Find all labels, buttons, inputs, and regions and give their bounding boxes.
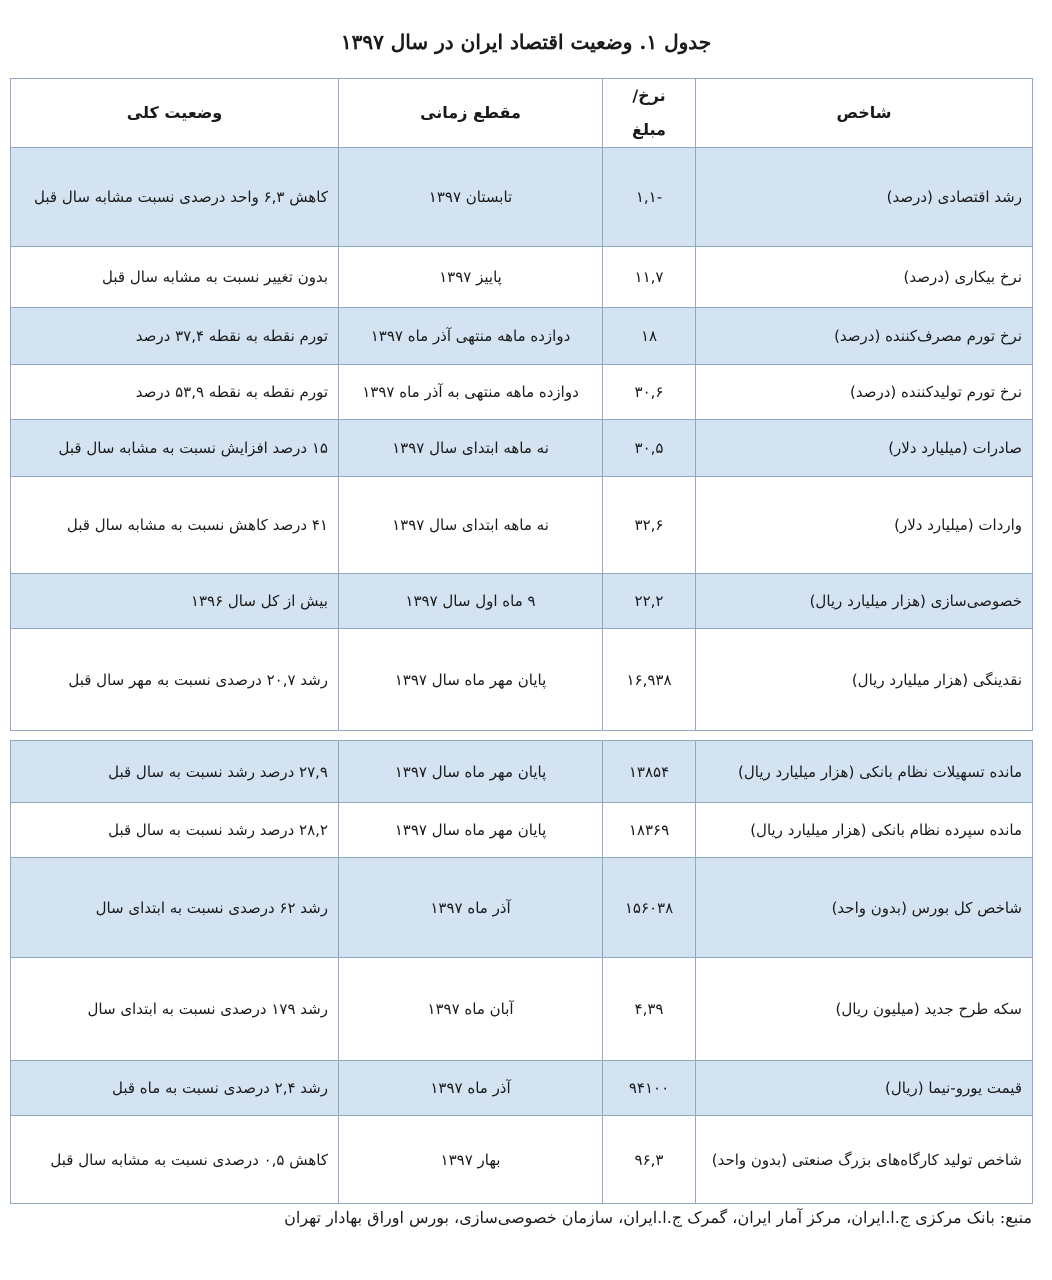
cell-period: پایان مهر ماه سال ۱۳۹۷: [339, 741, 603, 803]
table-row: [11, 477, 1033, 574]
cell-indicator: قیمت یورو-نیما (ریال): [696, 1061, 1033, 1116]
cell-rate: ۱۵۶۰۳۸: [603, 858, 696, 958]
cell-indicator: نرخ تورم تولیدکننده (درصد): [696, 365, 1033, 420]
header-status: وضعیت کلی: [11, 79, 339, 148]
cell-status: بیش از کل سال ۱۳۹۶: [11, 574, 339, 629]
economy-table-part-1: [10, 78, 1033, 731]
cell-status: ۴۱ درصد کاهش نسبت به مشابه سال قبل: [11, 477, 339, 574]
cell-status: کاهش ۶,۳ واحد درصدی نسبت مشابه سال قبل: [11, 148, 339, 247]
cell-rate: ۹۶,۳: [603, 1116, 696, 1204]
cell-period: تابستان ۱۳۹۷: [339, 148, 603, 247]
table-row: [11, 803, 1033, 858]
table-row: [11, 629, 1033, 731]
table-row: [11, 308, 1033, 365]
cell-period: پایان مهر ماه سال ۱۳۹۷: [339, 803, 603, 858]
cell-period: پاییز ۱۳۹۷: [339, 247, 603, 308]
cell-status: ۲۸,۲ درصد رشد نسبت به سال قبل: [11, 803, 339, 858]
table-row: [11, 365, 1033, 420]
table-row: [11, 574, 1033, 629]
table-row: [11, 1061, 1033, 1116]
cell-rate: ۳۰,۶: [603, 365, 696, 420]
cell-status: رشد ۲,۴ درصدی نسبت به ماه قبل: [11, 1061, 339, 1116]
source-note: منبع: بانک مرکزی ج.ا.ایران، مرکز آمار ایران، گمرک ج.ا.ایران، سازمان خصوصی‌سازی، بورس اوراق بهادار تهران: [284, 1208, 1032, 1227]
cell-indicator: نرخ بیکاری (درصد): [696, 247, 1033, 308]
cell-indicator: نرخ تورم مصرف‌کننده (درصد): [696, 308, 1033, 365]
cell-rate: ۱۶,۹۳۸: [603, 629, 696, 731]
cell-status: ۲۷,۹ درصد رشد نسبت به سال قبل: [11, 741, 339, 803]
table-row: [11, 148, 1033, 247]
cell-indicator: شاخص کل بورس (بدون واحد): [696, 858, 1033, 958]
cell-rate: ۱۳۸۵۴: [603, 741, 696, 803]
cell-period: دوازده ماهه منتهی آذر ماه ۱۳۹۷: [339, 308, 603, 365]
cell-rate: ۱۸۳۶۹: [603, 803, 696, 858]
table-row: [11, 858, 1033, 958]
table-title: جدول ۱. وضعیت اقتصاد ایران در سال ۱۳۹۷: [340, 30, 712, 54]
table-row: [11, 1116, 1033, 1204]
cell-status: تورم نقطه به نقطه ۳۷,۴ درصد: [11, 308, 339, 365]
header-indicator: شاخص: [696, 79, 1033, 148]
cell-period: ۹ ماه اول سال ۱۳۹۷: [339, 574, 603, 629]
economy-table-part-2: [10, 740, 1033, 1204]
cell-period: آذر ماه ۱۳۹۷: [339, 858, 603, 958]
cell-status: رشد ۶۲ درصدی نسبت به ابتدای سال: [11, 858, 339, 958]
table-row: [11, 420, 1033, 477]
cell-rate: ۹۴۱۰۰: [603, 1061, 696, 1116]
cell-rate: -۱,۱: [603, 148, 696, 247]
cell-period: نه ماهه ابتدای سال ۱۳۹۷: [339, 477, 603, 574]
cell-rate: ۳۲,۶: [603, 477, 696, 574]
cell-indicator: شاخص تولید کارگاه‌های بزرگ صنعتی (بدون واحد): [696, 1116, 1033, 1204]
header-period: مقطع زمانی: [339, 79, 603, 148]
table-row: [11, 247, 1033, 308]
cell-rate: ۳۰,۵: [603, 420, 696, 477]
cell-rate: ۴,۳۹: [603, 958, 696, 1061]
cell-indicator: صادرات (میلیارد دلار): [696, 420, 1033, 477]
table-row: [11, 958, 1033, 1061]
cell-indicator: مانده تسهیلات نظام بانکی (هزار میلیارد ریال): [696, 741, 1033, 803]
cell-indicator: مانده سپرده نظام بانکی (هزار میلیارد ریال): [696, 803, 1033, 858]
cell-period: دوازده ماهه منتهی به آذر ماه ۱۳۹۷: [339, 365, 603, 420]
cell-status: ۱۵ درصد افزایش نسبت به مشابه سال قبل: [11, 420, 339, 477]
header-row: [11, 79, 1033, 148]
cell-rate: ۲۲,۲: [603, 574, 696, 629]
cell-rate: ۱۸: [603, 308, 696, 365]
cell-period: پایان مهر ماه سال ۱۳۹۷: [339, 629, 603, 731]
cell-rate: ۱۱,۷: [603, 247, 696, 308]
cell-period: آذر ماه ۱۳۹۷: [339, 1061, 603, 1116]
cell-status: رشد ۲۰,۷ درصدی نسبت به مهر سال قبل: [11, 629, 339, 731]
table-row: [11, 741, 1033, 803]
cell-period: بهار ۱۳۹۷: [339, 1116, 603, 1204]
header-rate: نرخ/ مبلغ: [603, 79, 696, 148]
cell-indicator: نقدینگی (هزار میلیارد ریال): [696, 629, 1033, 731]
cell-status: کاهش ۰,۵ درصدی نسبت به مشابه سال قبل: [11, 1116, 339, 1204]
cell-indicator: خصوصی‌سازی (هزار میلیارد ریال): [696, 574, 1033, 629]
cell-status: تورم نقطه به نقطه ۵۳,۹ درصد: [11, 365, 339, 420]
cell-period: نه ماهه ابتدای سال ۱۳۹۷: [339, 420, 603, 477]
cell-indicator: واردات (میلیارد دلار): [696, 477, 1033, 574]
cell-period: آبان ماه ۱۳۹۷: [339, 958, 603, 1061]
cell-indicator: رشد اقتصادی (درصد): [696, 148, 1033, 247]
cell-status: بدون تغییر نسبت به مشابه سال قبل: [11, 247, 339, 308]
cell-status: رشد ۱۷۹ درصدی نسبت به ابتدای سال: [11, 958, 339, 1061]
cell-indicator: سکه طرح جدید (میلیون ریال): [696, 958, 1033, 1061]
